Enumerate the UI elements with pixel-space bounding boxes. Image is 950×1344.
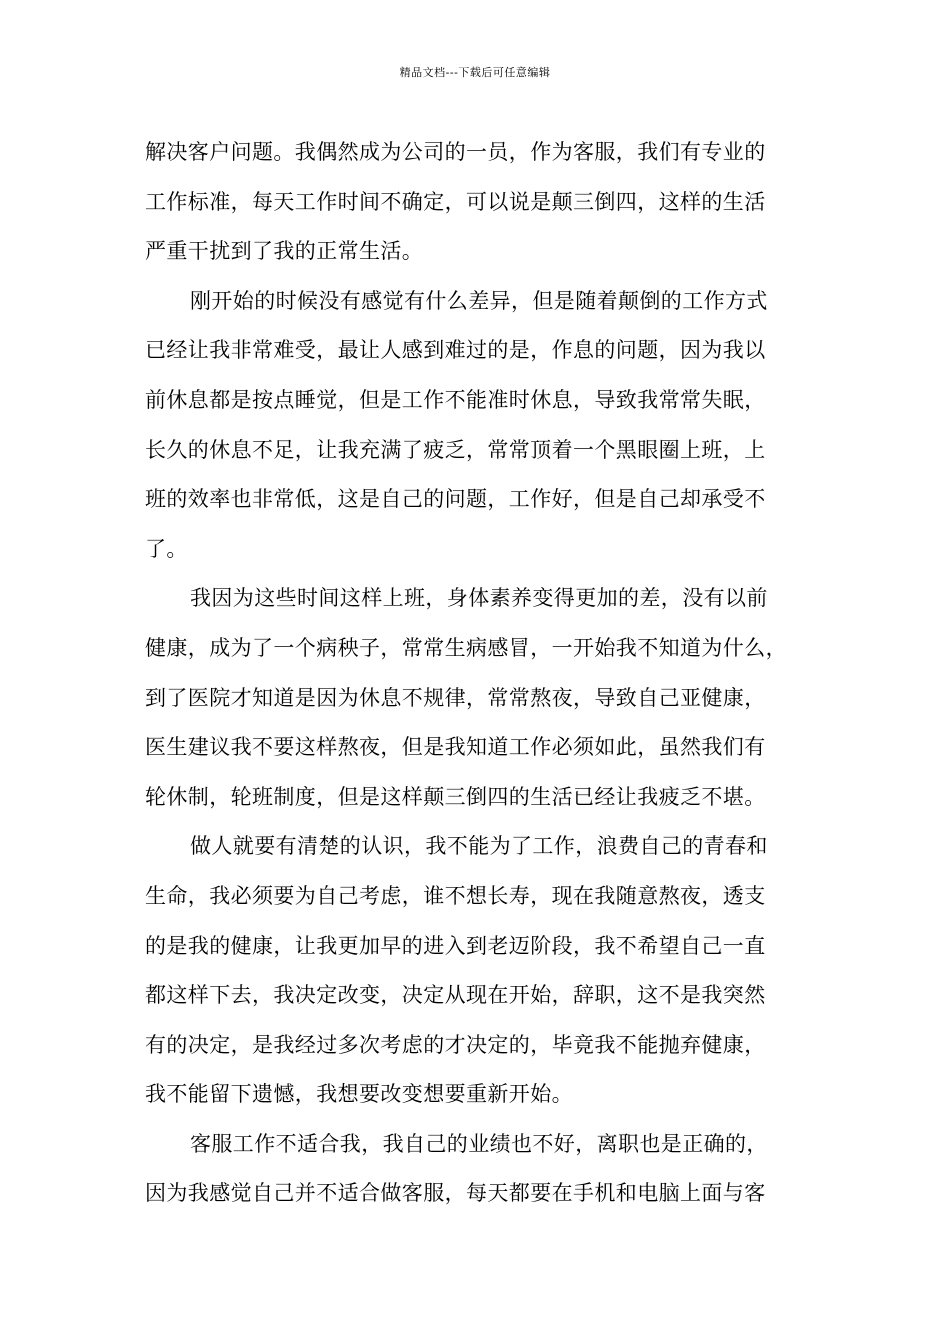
text-line: 班的效率也非常低，这是自己的问题，工作好，但是自己却承受不 xyxy=(145,487,766,512)
text-line: 有的决定，是我经过多次考虑的才决定的，毕竟我不能抛弃健康， xyxy=(145,1032,766,1057)
text-line: 解决客户问题。我偶然成为公司的一员，作为客服，我们有专业的 xyxy=(145,140,766,164)
document-body xyxy=(145,128,825,1219)
paragraph xyxy=(145,822,825,1120)
text-line: 轮休制，轮班制度，但是这样颠三倒四的生活已经让我疲乏不堪。 xyxy=(145,784,766,809)
text-line: 严重干扰到了我的正常生活。 xyxy=(145,239,424,264)
text-line: 已经让我非常难受，最让人感到难过的是，作息的问题，因为我以 xyxy=(145,338,766,363)
text-line: 工作标准，每天工作时间不确定，可以说是颠三倒四，这样的生活 xyxy=(145,189,766,214)
text-line: 我因为这些时间这样上班，身体素养变得更加的差，没有以前 xyxy=(190,586,768,611)
text-line: 长久的休息不足，让我充满了疲乏，常常顶着一个黑眼圈上班，上 xyxy=(145,437,766,462)
text-line: 都这样下去，我决定改变，决定从现在开始，辞职，这不是我突然 xyxy=(145,983,766,1008)
paragraph xyxy=(145,1120,825,1219)
text-line: 的是我的健康，让我更加早的进入到老迈阶段，我不希望自己一直 xyxy=(145,933,766,958)
text-line: 到了医院才知道是因为休息不规律，常常熬夜，导致自己亚健康， xyxy=(145,685,766,710)
text-line: 生命，我必须要为自己考虑，谁不想长寿，现在我随意熬夜，透支 xyxy=(145,883,766,908)
text-line: 因为我感觉自己并不适合做客服，每天都要在手机和电脑上面与客 xyxy=(145,1181,766,1206)
paragraph xyxy=(145,128,825,277)
text-line: 了。 xyxy=(145,536,188,561)
text-line: 健康，成为了一个病秧子，常常生病感冒，一开始我不知道为什么， xyxy=(145,635,787,660)
text-line: 我不能留下遗憾，我想要改变想要重新开始。 xyxy=(145,1082,573,1107)
text-line: 刚开始的时候没有感觉有什么差异，但是随着颠倒的工作方式 xyxy=(190,288,768,313)
text-line: 医生建议我不要这样熬夜，但是我知道工作必须如此，虽然我们有 xyxy=(145,735,766,760)
paragraph xyxy=(145,574,825,822)
paragraph xyxy=(145,277,825,575)
text-line: 做人就要有清楚的认识，我不能为了工作，浪费自己的青春和 xyxy=(190,834,768,859)
text-line: 客服工作不适合我，我自己的业绩也不好，离职也是正确的， xyxy=(190,1131,768,1156)
text-line: 前休息都是按点睡觉，但是工作不能准时休息，导致我常常失眠， xyxy=(145,387,766,412)
page-header: 精品文档---下载后可任意编辑 xyxy=(399,66,551,79)
